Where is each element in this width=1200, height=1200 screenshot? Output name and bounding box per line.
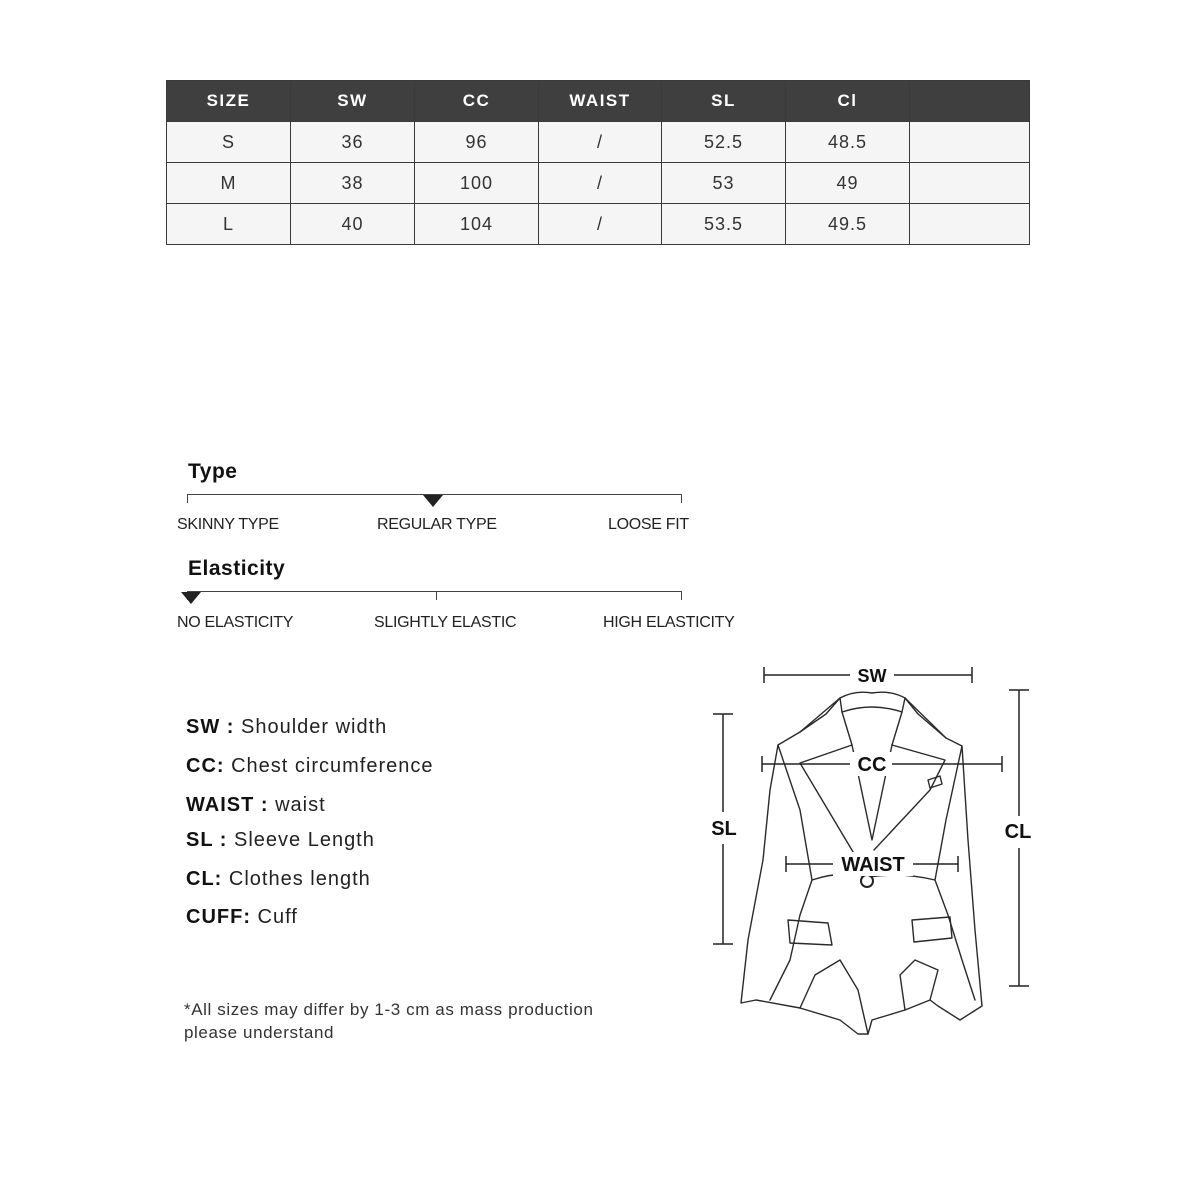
legend-item-cc	[186, 755, 434, 778]
elasticity-title: Elasticity	[188, 557, 286, 580]
scale-tick	[187, 494, 188, 503]
table-cell: 96	[415, 122, 539, 163]
header-cc: CC	[415, 81, 539, 122]
size-table	[166, 80, 1030, 245]
table-cell: 48.5	[786, 122, 910, 163]
diagram-label-cc: CC	[857, 754, 887, 776]
legend-abbr: SL :	[186, 829, 228, 851]
note-line: please understand	[184, 1023, 335, 1042]
legend-abbr: SW :	[186, 716, 235, 738]
legend-abbr: CC:	[186, 755, 225, 777]
table-cell: 104	[415, 204, 539, 245]
table-cell: L	[167, 204, 291, 245]
legend-text: Clothes length	[228, 868, 371, 890]
legend-abbr: WAIST :	[186, 794, 269, 816]
table-cell: 53.5	[662, 204, 786, 245]
scale-tick	[681, 591, 682, 600]
legend-text: Shoulder width	[241, 716, 388, 738]
legend-item-sw	[186, 716, 387, 739]
elasticity-label-none: NO ELASTICITY	[177, 614, 294, 631]
jacket-measurement-diagram	[680, 640, 1080, 1060]
size-disclaimer-note	[184, 998, 594, 1044]
table-cell: 49.5	[786, 204, 910, 245]
elasticity-label-high: HIGH ELASTICITY	[603, 614, 735, 631]
table-cell: 100	[415, 163, 539, 204]
legend-text: waist	[275, 794, 326, 816]
legend-abbr: CL:	[186, 868, 223, 890]
legend-item-cl	[186, 868, 371, 891]
legend-abbr: CUFF:	[186, 906, 251, 928]
type-label-skinny: SKINNY TYPE	[177, 516, 279, 533]
table-cell: S	[167, 122, 291, 163]
button-icon	[861, 875, 873, 887]
table-cell	[910, 122, 1030, 163]
table-cell: 52.5	[662, 122, 786, 163]
table-cell: 38	[291, 163, 415, 204]
diagram-label-cl: CL	[1004, 821, 1032, 843]
table-cell: /	[539, 204, 662, 245]
diagram-label-sl: SL	[711, 818, 737, 840]
scale-tick	[436, 591, 437, 600]
note-line: *All sizes may differ by 1-3 cm as mass production	[184, 1000, 594, 1019]
table-cell: 49	[786, 163, 910, 204]
header-blank	[910, 81, 1030, 122]
header-size: SIZE	[167, 81, 291, 122]
table-cell: 40	[291, 204, 415, 245]
diagram-label-waist: WAIST	[841, 854, 905, 876]
header-sw: SW	[291, 81, 415, 122]
type-label-regular: REGULAR TYPE	[377, 516, 497, 533]
elasticity-label-slight: SLIGHTLY ELASTIC	[374, 614, 517, 631]
table-row	[167, 163, 1030, 204]
legend-item-waist	[186, 794, 326, 817]
header-cl: Cl	[786, 81, 910, 122]
table-cell: 53	[662, 163, 786, 204]
scale-tick	[681, 494, 682, 503]
table-row	[167, 122, 1030, 163]
elasticity-selected-marker-icon	[181, 592, 201, 604]
type-title: Type	[188, 460, 238, 483]
type-label-loose: LOOSE FIT	[608, 516, 689, 533]
header-waist: WAIST	[539, 81, 662, 122]
legend-text: Cuff	[257, 906, 298, 928]
legend-item-cuff	[186, 906, 298, 929]
diagram-label-sw: SW	[857, 666, 887, 686]
header-sl: SL	[662, 81, 786, 122]
legend-item-sl	[186, 829, 375, 852]
table-cell	[910, 204, 1030, 245]
table-cell: /	[539, 122, 662, 163]
table-cell: 36	[291, 122, 415, 163]
table-header-row	[167, 81, 1030, 122]
legend-text: Sleeve Length	[233, 829, 375, 851]
table-cell	[910, 163, 1030, 204]
table-cell: M	[167, 163, 291, 204]
legend-text: Chest circumference	[231, 755, 434, 777]
elasticity-scale-line	[188, 591, 681, 600]
type-selected-marker-icon	[423, 495, 443, 507]
table-row	[167, 204, 1030, 245]
table-cell: /	[539, 163, 662, 204]
